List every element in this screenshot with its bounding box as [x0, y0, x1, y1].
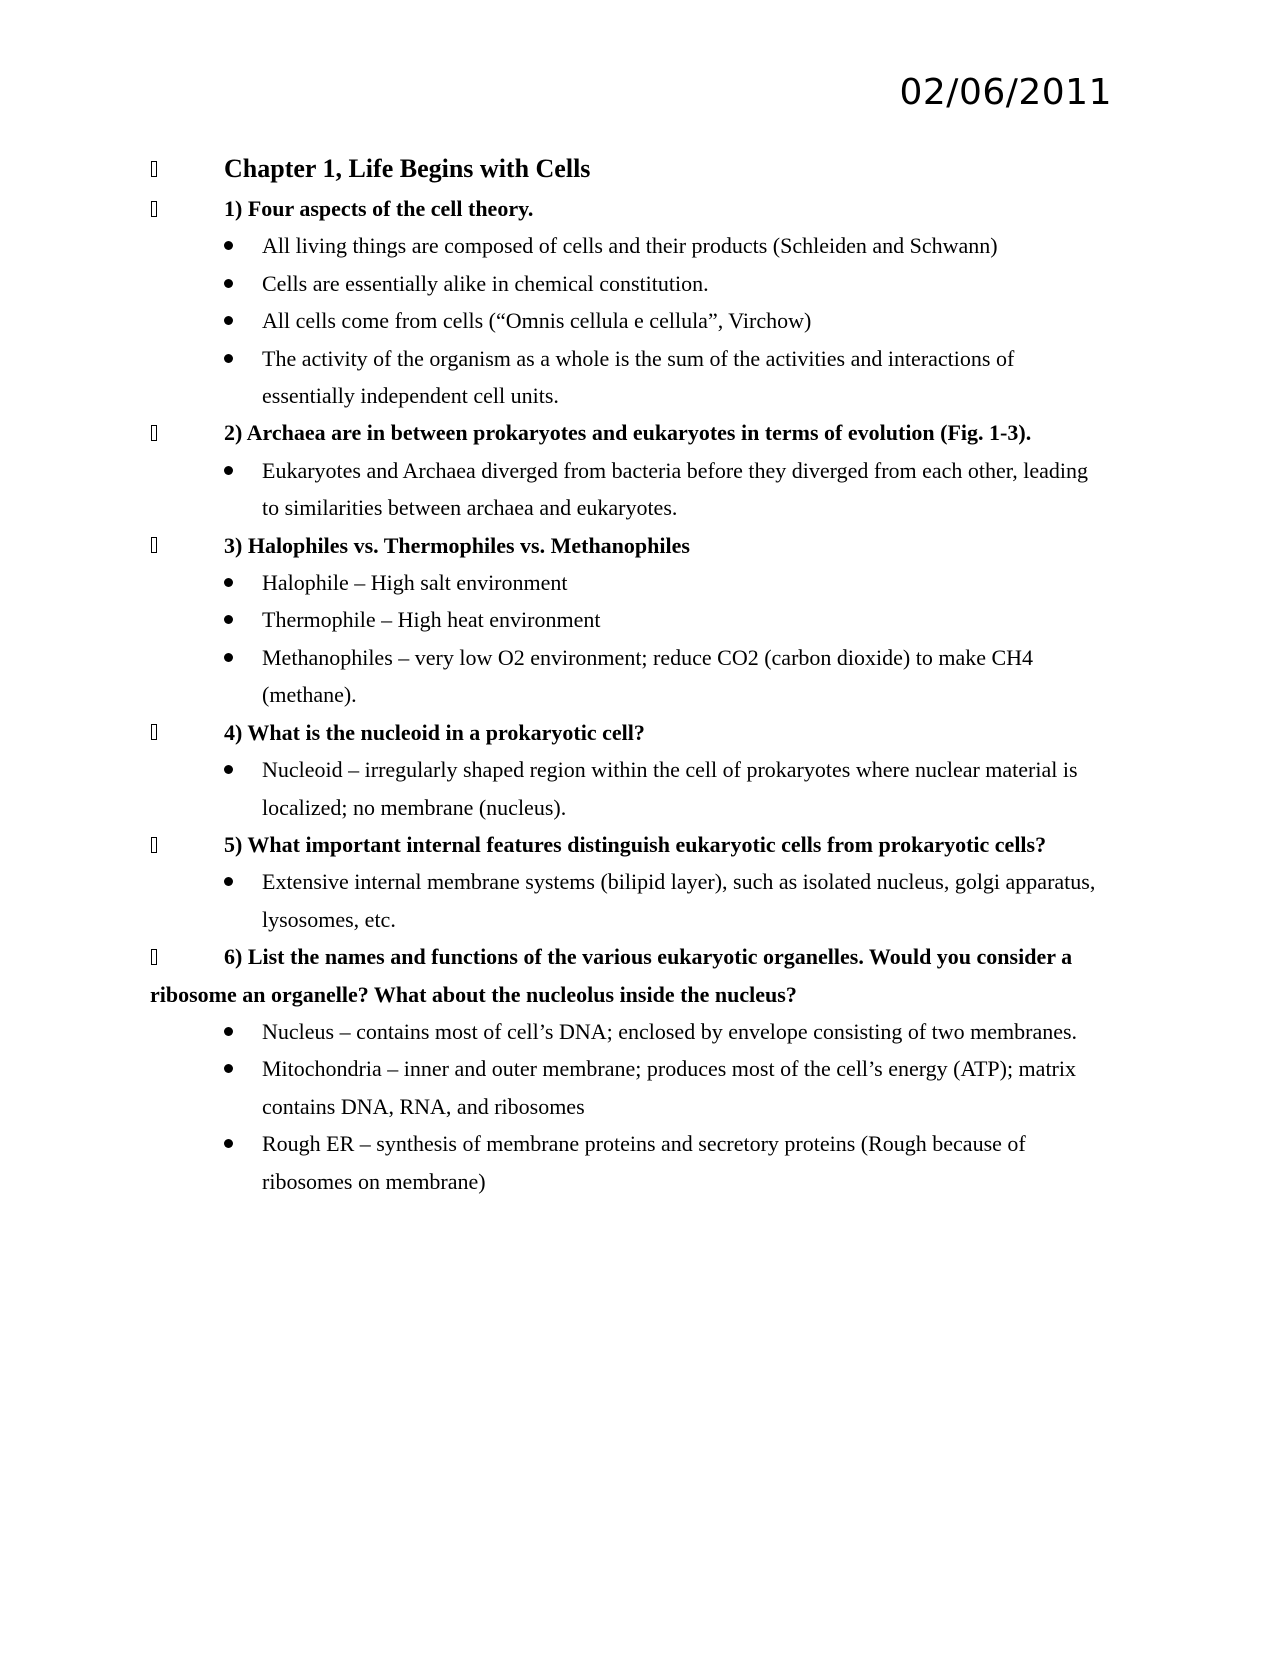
list-item-text: The activity of the organism as a whole is the sum of the activities and interactions of essentially independent cell units. — [262, 345, 1015, 409]
bullet-icon — [224, 765, 233, 774]
section-heading-line — [0, 714, 1280, 751]
section-heading-line — [0, 414, 1280, 451]
list-item-text: Nucleoid – irregularly shaped region within the cell of prokaryotes where nuclear material is localized; no membrane (nucleus). — [262, 757, 1078, 820]
bullet-list — [0, 227, 1280, 414]
list-item — [0, 302, 1102, 339]
list-item-text: Methanophiles – very low O2 environment; reduce CO2 (carbon dioxide) to make CH4 (methane). — [262, 644, 1034, 708]
notes-content — [0, 148, 1280, 1200]
list-item-text: Extensive internal membrane systems (bilipid layer), such as isolated nucleus, golgi apparatus, lysosomes, etc. — [262, 869, 1096, 932]
bullet-icon — [224, 578, 233, 587]
list-item — [0, 227, 1102, 264]
bullet-list — [0, 564, 1280, 714]
checkbox-glyph-icon — [151, 201, 157, 217]
list-item — [0, 751, 1102, 826]
bullet-icon — [224, 1139, 233, 1148]
bullet-list — [0, 1013, 1280, 1200]
list-item — [0, 265, 1102, 302]
checkbox-glyph-icon — [151, 949, 157, 965]
checkbox-glyph-icon — [151, 724, 157, 740]
list-item-text: All living things are composed of cells and their products (Schleiden and Schwann) — [262, 233, 998, 259]
list-item — [0, 452, 1102, 527]
list-item — [0, 601, 1102, 638]
list-item — [0, 863, 1102, 938]
list-item-text: All cells come from cells (“Omnis cellula e cellula”, Virchow) — [262, 308, 812, 334]
bullet-list — [0, 452, 1280, 527]
bullet-icon — [224, 653, 233, 662]
section-heading: 5) What important internal features distinguish eukaryotic cells from prokaryotic cells? — [224, 831, 1047, 857]
chapter-title: Chapter 1, Life Begins with Cells — [224, 154, 591, 183]
list-item — [0, 1050, 1102, 1125]
checkbox-glyph-icon — [151, 425, 157, 441]
bullet-list — [0, 751, 1280, 826]
section-heading: 1) Four aspects of the cell theory. — [224, 196, 534, 221]
document-date: 02/06/2011 — [899, 72, 1112, 113]
bullet-icon — [224, 1027, 233, 1036]
bullet-icon — [224, 241, 233, 250]
bullet-icon — [224, 279, 233, 288]
list-item-text: Rough ER – synthesis of membrane proteins and secretory proteins (Rough because of ribosomes on membrane) — [262, 1131, 1026, 1194]
list-item-text: Nucleus – contains most of cell’s DNA; enclosed by envelope consisting of two membranes. — [262, 1018, 1078, 1044]
list-item-text: Eukaryotes and Archaea diverged from bacteria before they diverged from each other, leading to similarities between archaea and eukaryotes. — [262, 457, 1088, 521]
section-heading: 2) Archaea are in between prokaryotes and eukaryotes in terms of evolution (Fig. 1-3). — [224, 420, 1032, 446]
list-item — [0, 1013, 1102, 1050]
section-heading: 6) List the names and functions of the various eukaryotic organelles. Would you consider a ribosome an organelle? What about the nucleolus inside the nucleus? — [150, 944, 1073, 1007]
bullet-list — [0, 863, 1280, 938]
bullet-icon — [224, 877, 233, 886]
list-item-text: Mitochondria – inner and outer membrane; produces most of the cell’s energy (ATP); matrix contains DNA, RNA, and ribosomes — [262, 1056, 1076, 1119]
list-item — [0, 564, 1102, 601]
section-heading-line — [0, 190, 1280, 227]
bullet-icon — [224, 354, 233, 363]
list-item — [0, 340, 1102, 415]
bullet-icon — [224, 1064, 233, 1073]
list-item — [0, 639, 1102, 714]
checkbox-glyph-icon — [151, 537, 157, 553]
bullet-icon — [224, 615, 233, 624]
checkbox-glyph-icon — [151, 161, 157, 177]
section-heading-line — [0, 527, 1280, 564]
section-heading-line — [0, 826, 1280, 863]
list-item-text: Halophile – High salt environment — [262, 570, 568, 596]
section-heading: 4) What is the nucleoid in a prokaryotic cell? — [224, 719, 645, 745]
section-heading-line — [0, 938, 1080, 1013]
checkbox-glyph-icon — [151, 837, 157, 853]
bullet-icon — [224, 316, 233, 325]
section-heading: 3) Halophiles vs. Thermophiles vs. Methanophiles — [224, 532, 690, 558]
list-item-text: Cells are essentially alike in chemical constitution. — [262, 270, 709, 296]
chapter-title-line — [0, 148, 1280, 190]
bullet-icon — [224, 466, 233, 475]
list-item — [0, 1125, 1102, 1200]
list-item-text: Thermophile – High heat environment — [262, 607, 601, 633]
